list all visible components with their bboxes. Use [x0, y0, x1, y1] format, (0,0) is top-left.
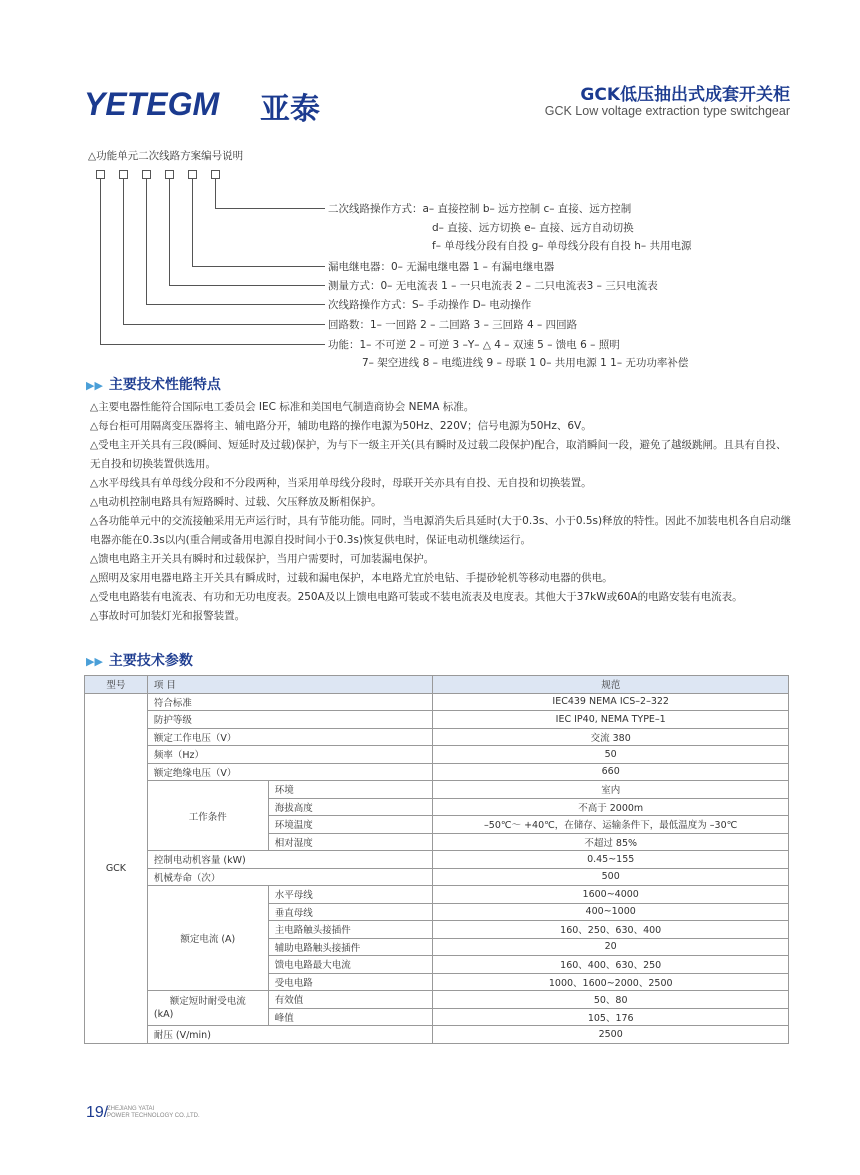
table-row — [85, 868, 789, 886]
logo-chinese: 亚泰 — [260, 92, 320, 127]
table-row — [85, 693, 789, 711]
row-value: IEC IP40, NEMA TYPE–1 — [433, 711, 789, 729]
scheme-line-function-2: 7– 架空进线 8 – 电缆进线 9 – 母联 1 0– 共用电源 1 1– 无功功率补偿 — [362, 357, 689, 369]
scheme-line-operation-2: d– 直接、远方切换 e– 直接、远方自动切换 — [432, 222, 634, 234]
table-row — [85, 1026, 789, 1044]
header-spec: 规范 — [433, 676, 789, 694]
row-sublabel: 有效值 — [268, 991, 433, 1009]
row-label: 防护等级 — [147, 711, 433, 729]
feature-item: △主要电器性能符合国际电工委员会 IEC 标准和美国电气制造商协会 NEMA 标准。 — [90, 401, 475, 413]
page-subtitle: GCK Low voltage extraction type switchgear — [544, 104, 790, 118]
row-value: 交流 380 — [433, 728, 789, 746]
scheme-line-circuits: 回路数：1– 一回路 2 – 二回路 3 – 三回路 4 – 四回路 — [328, 319, 578, 331]
table-row — [85, 711, 789, 729]
row-label: 机械寿命（次） — [147, 868, 433, 886]
row-label: 额定工作电压（V） — [147, 728, 433, 746]
scheme-line-operation: 二次线路操作方式：a– 直接控制 b– 远方控制 c– 直接、远方控制 — [328, 203, 632, 215]
header-model: 型号 — [85, 676, 148, 694]
group-label-work: 工作条件 — [147, 781, 268, 851]
page-title: GCK低压抽出式成套开关柜 — [580, 85, 790, 105]
row-label: 符合标准 — [147, 693, 433, 711]
short-label-line2: (kA) — [153, 1009, 174, 1020]
row-sublabel: 受电电路 — [268, 973, 433, 991]
row-sublabel: 环境温度 — [268, 816, 433, 834]
row-value: 160、250、630、400 — [433, 921, 789, 939]
row-value: 0.45~155 — [433, 851, 789, 869]
table-row — [85, 991, 789, 1009]
features-list — [90, 398, 792, 626]
footer-company — [107, 1106, 200, 1120]
code-box — [211, 170, 220, 179]
row-sublabel: 峰值 — [268, 1008, 433, 1026]
code-box — [96, 170, 105, 179]
feature-item: △事故时可加装灯光和报警装置。 — [90, 610, 246, 622]
row-value: 50、80 — [433, 991, 789, 1009]
scheme-line-secondary: 次线路操作方式：S– 手动操作 D– 电动操作 — [328, 299, 532, 311]
feature-item: △电动机控制电路具有短路瞬时、过载、欠压释放及断相保护。 — [90, 496, 382, 508]
table-row — [85, 746, 789, 764]
logo-wordmark: YETEGM — [84, 86, 220, 122]
row-value: 20 — [433, 938, 789, 956]
row-label: 频率（Hz） — [147, 746, 433, 764]
row-sublabel: 主电路触头接插件 — [268, 921, 433, 939]
features-section-title — [86, 374, 221, 394]
row-value: 500 — [433, 868, 789, 886]
row-value: 2500 — [433, 1026, 789, 1044]
header-item: 项 目 — [147, 676, 433, 694]
feature-item: △照明及家用电器电路主开关具有瞬成时，过载和漏电保护，本电路尤宜於电钻、手提砂轮机等移动电器的供电。 — [90, 572, 613, 584]
code-box — [142, 170, 151, 179]
row-value: 室内 — [433, 781, 789, 799]
table-row — [85, 886, 789, 904]
feature-item: △各功能单元中的交流接触采用无声运行时，具有节能功能。同时，当电源消失后具延时(大于0.3s、小于0.5s)释放的特性。因此不加装电机各自启动继电器亦能在0.3s以内(重合闸或备用电源自投时间小于0.3s)恢复供电时，保证电动机继续运行。 — [90, 515, 792, 546]
short-label-line1: 额定短时耐受电流 — [169, 996, 246, 1007]
model-cell: GCK — [85, 693, 148, 1043]
double-arrow-icon: ▶▶ — [86, 379, 103, 392]
feature-item: △受电电路装有电流表、有功和无功电度表。250A及以上馈电电路可装或不装电流表及电度表。其他大于37kW或60A的电路安装有电流表。 — [90, 591, 743, 603]
scheme-line-leakage: 漏电继电器：0– 无漏电继电器 1 – 有漏电继电器 — [328, 261, 555, 273]
row-label: 控制电动机容量 (kW) — [147, 851, 433, 869]
row-value: 1000、1600~2000、2500 — [433, 973, 789, 991]
row-value: 50 — [433, 746, 789, 764]
feature-item: △水平母线具有单母线分段和不分段两种，当采用单母线分段时，母联开关亦具有自投、无自投和切换装置。 — [90, 477, 592, 489]
double-arrow-icon: ▶▶ — [86, 655, 103, 668]
row-value: 400~1000 — [433, 903, 789, 921]
features-title-text: 主要技术性能特点 — [108, 377, 221, 393]
scheme-line-function: 功能：1– 不可逆 2 – 可逆 3 –Y– △ 4 – 双速 5 – 馈电 6 – 照明 — [328, 339, 620, 351]
row-sublabel: 馈电电路最大电流 — [268, 956, 433, 974]
params-section-title — [86, 650, 193, 670]
row-sublabel: 垂直母线 — [268, 903, 433, 921]
row-sublabel: 相对湿度 — [268, 833, 433, 851]
row-sublabel: 辅助电路触头接插件 — [268, 938, 433, 956]
row-sublabel: 环境 — [268, 781, 433, 799]
row-sublabel: 水平母线 — [268, 886, 433, 904]
code-box — [188, 170, 197, 179]
feature-item: △每台柜可用隔离变压器将主、辅电路分开，辅助电路的操作电源为50Hz、220V；信号电源为50Hz、6V。 — [90, 420, 592, 432]
row-label: 额定绝缘电压（V） — [147, 763, 433, 781]
footer-company-line1: ZHEJIANG YATAI — [107, 1106, 155, 1112]
group-label-current: 额定电流 (A) — [147, 886, 268, 991]
row-value: 160、400、630、250 — [433, 956, 789, 974]
table-row — [85, 728, 789, 746]
row-label: 耐压 (V/min) — [147, 1026, 433, 1044]
table-row — [85, 781, 789, 799]
row-value: IEC439 NEMA ICS–2–322 — [433, 693, 789, 711]
scheme-line-operation-3: f– 单母线分段有自投 g– 单母线分段有自投 h– 共用电源 — [432, 240, 692, 252]
code-box — [165, 170, 174, 179]
row-value: –50℃～ +40℃，在储存、运输条件下，最低温度为 –30℃ — [433, 816, 789, 834]
table-header-row — [85, 676, 789, 694]
group-label-short-time — [147, 991, 268, 1026]
feature-item: △馈电电路主开关具有瞬时和过载保护，当用户需要时，可加装漏电保护。 — [90, 553, 435, 565]
spec-table — [84, 675, 789, 1044]
code-box — [119, 170, 128, 179]
row-value: 660 — [433, 763, 789, 781]
table-row — [85, 763, 789, 781]
row-sublabel: 海拔高度 — [268, 798, 433, 816]
row-value: 105、176 — [433, 1008, 789, 1026]
params-title-text: 主要技术参数 — [108, 653, 193, 669]
page-number: 19/ — [86, 1104, 109, 1121]
scheme-heading: △功能单元二次线路方案编号说明 — [88, 150, 244, 162]
row-value: 不高于 2000m — [433, 798, 789, 816]
scheme-line-measure: 测量方式：0– 无电流表 1 – 一只电流表 2 – 二只电流表3 – 三只电流表 — [328, 280, 658, 292]
row-value: 1600~4000 — [433, 886, 789, 904]
table-row — [85, 851, 789, 869]
feature-item: △受电主开关具有三段(瞬间、短延时及过载)保护，为与下一级主开关(具有瞬时及过载二段保护)配合，取消瞬间一段，避免了越级跳闸。且具有自投、无自投和切换装置供选用。 — [90, 439, 787, 470]
row-value: 不超过 85% — [433, 833, 789, 851]
footer-company-line2: POWER TECHNOLOGY CO.,LTD. — [107, 1113, 200, 1119]
